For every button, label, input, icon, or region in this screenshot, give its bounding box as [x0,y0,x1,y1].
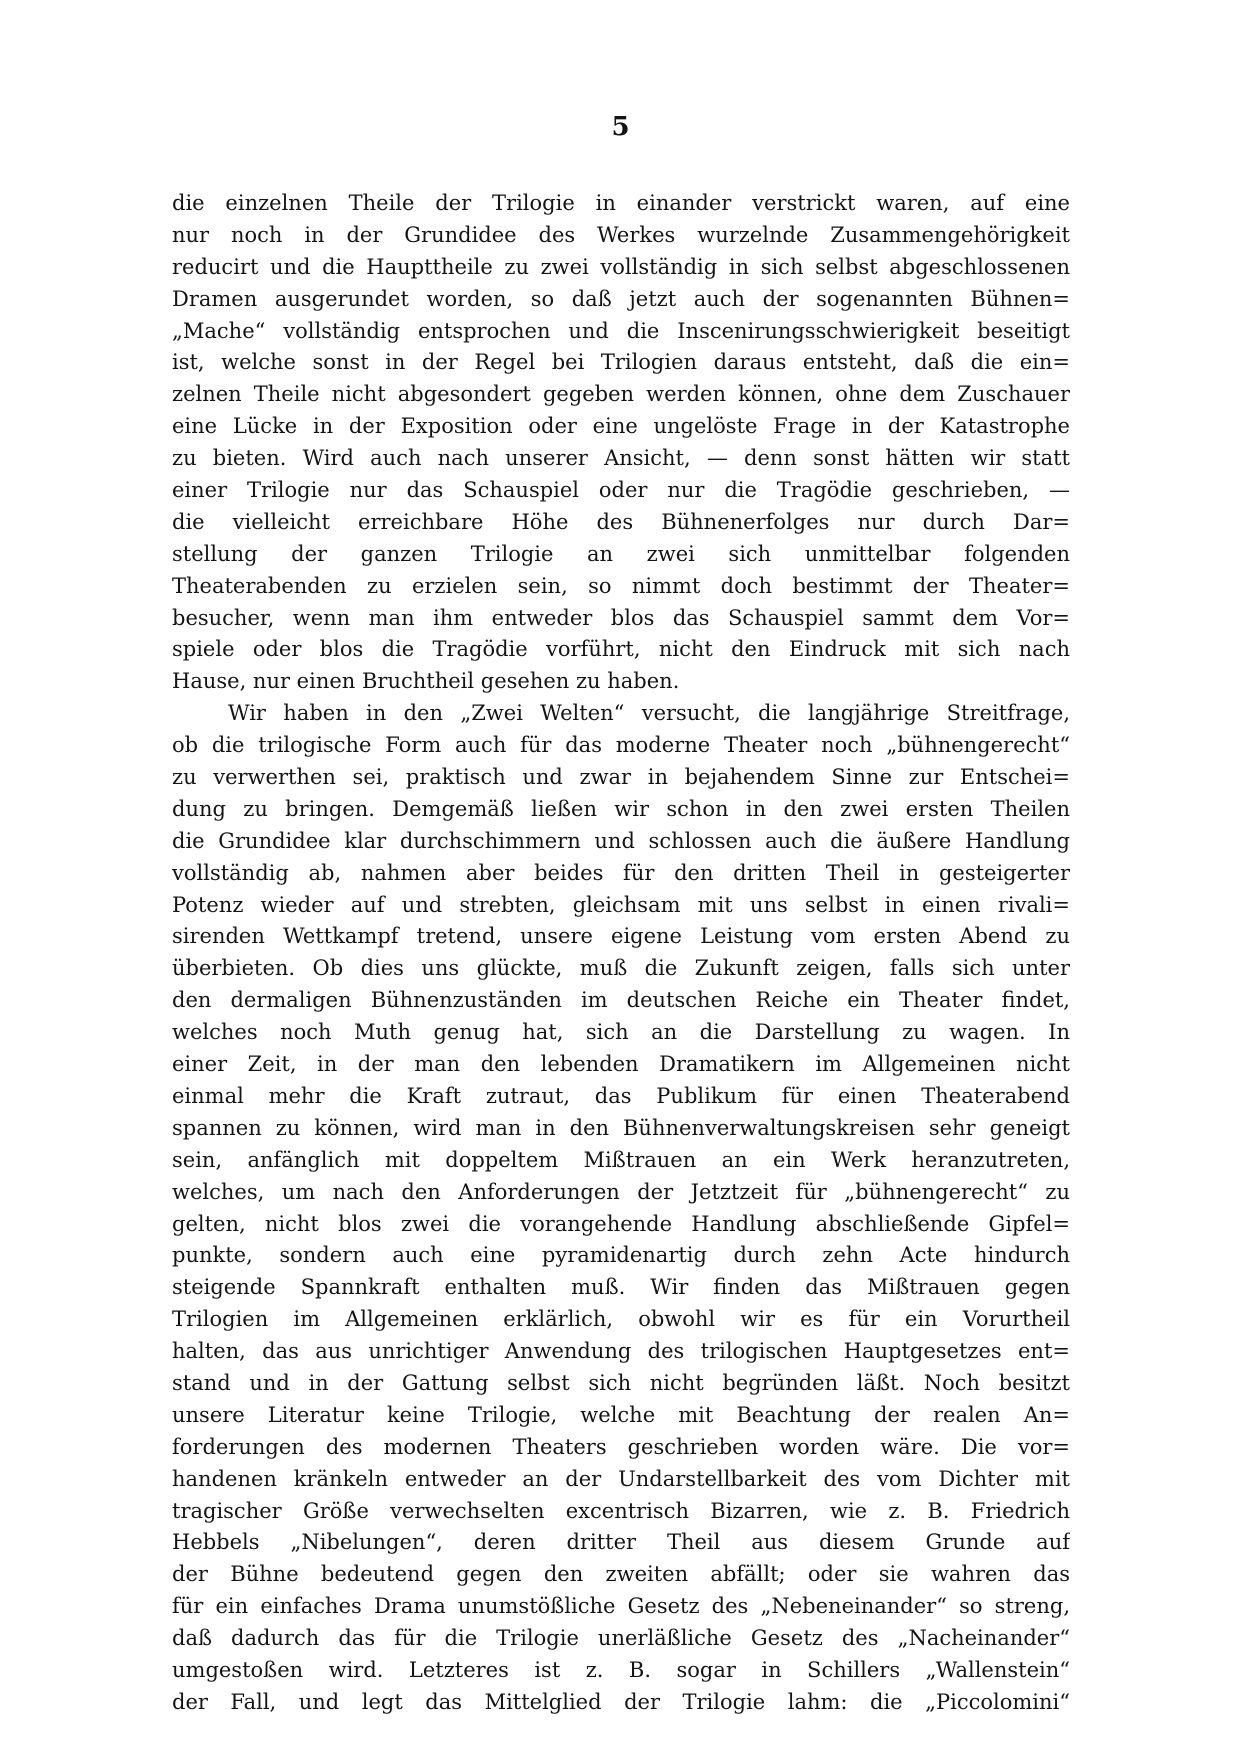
text-line: Dramen ausgerundet worden, so daß jetzt auch der sogenannten Bühnen= [172,286,1070,311]
text-line: der Fall, und legt das Mittelglied der Trilogie lahm: die „Piccolomini“ [172,1689,1070,1714]
text-line: ist, welche sonst in der Regel bei Trilogien daraus entsteht, daß die ein= [172,350,1070,375]
text-line: Trilogien im Allgemeinen erklärlich, obwohl wir es für ein Vorurtheil [172,1307,1070,1332]
text-line: ob die trilogische Form auch für das moderne Theater noch „bühnengerecht“ [172,733,1070,758]
text-line: spiele oder blos die Tragödie vorführt, nicht den Eindruck mit sich nach [172,637,1070,662]
page-number: 5 [611,112,630,142]
text-line: „Mache“ vollständig entsprochen und die Inscenirungsschwierigkeit beseitigt [172,318,1070,343]
text-line: überbieten. Ob dies uns glückte, muß die Zukunft zeigen, falls sich unter [172,956,1070,981]
text-line: für ein einfaches Drama unumstößliche Gesetz des „Nebeneinander“ so streng, [172,1594,1070,1619]
text-line: dung zu bringen. Demgemäß ließen wir schon in den zwei ersten Theilen [172,796,1070,821]
text-line: zelnen Theile nicht abgesondert gegeben werden können, ohne dem Zuschauer [172,382,1070,407]
text-line: steigende Spannkraft enthalten muß. Wir finden das Mißtrauen gegen [172,1275,1070,1300]
text-line: umgestoßen wird. Letzteres ist z. B. sogar in Schillers „Wallenstein“ [172,1657,1070,1682]
text-line: besucher, wenn man ihm entweder blos das Schauspiel sammt dem Vor= [172,605,1070,630]
body-text [172,188,1070,1719]
paragraph-start-line: Wir haben in den „Zwei Welten“ versucht, die langjährige Streitfrage, [228,701,1070,726]
text-line: Potenz wieder auf und strebten, gleichsam mit uns selbst in einen rivali= [172,892,1070,917]
text-line: einer Trilogie nur das Schauspiel oder nur die Tragödie geschrieben, — [172,478,1070,503]
text-line: daß dadurch das für die Trilogie unerläßliche Gesetz des „Nacheinander“ [172,1626,1070,1651]
text-line: zu verwerthen sei, praktisch und zwar in bejahendem Sinne zur Entschei= [172,765,1070,790]
text-line: welches noch Muth genug hat, sich an die Darstellung zu wagen. In [172,1020,1070,1045]
text-line: den dermaligen Bühnenzuständen im deutschen Reiche ein Theater findet, [172,988,1070,1013]
text-line: sirenden Wettkampf tretend, unsere eigene Leistung vom ersten Abend zu [172,924,1070,949]
text-line: unsere Literatur keine Trilogie, welche mit Beachtung der realen An= [172,1402,1070,1427]
text-line: welches, um nach den Anforderungen der Jetztzeit für „bühnengerecht“ zu [172,1179,1070,1204]
text-line: einer Zeit, in der man den lebenden Dramatikern im Allgemeinen nicht [172,1052,1070,1077]
text-line: die vielleicht erreichbare Höhe des Bühnenerfolges nur durch Dar= [172,509,1070,534]
text-line: die Grundidee klar durchschimmern und schlossen auch die äußere Handlung [172,828,1070,853]
text-line: zu bieten. Wird auch nach unserer Ansicht, — denn sonst hätten wir statt [172,446,1070,471]
text-line: Theaterabenden zu erzielen sein, so nimmt doch bestimmt der Theater= [172,573,1070,598]
text-line: handenen kränkeln entweder an der Undarstellbarkeit des vom Dichter mit [172,1466,1070,1491]
text-line: einmal mehr die Kraft zutraut, das Publikum für einen Theaterabend [172,1083,1070,1108]
text-line: spannen zu können, wird man in den Bühnenverwaltungskreisen sehr geneigt [172,1115,1070,1140]
text-line: stellung der ganzen Trilogie an zwei sich unmittelbar folgenden [172,541,1070,566]
text-line: vollständig ab, nahmen aber beides für den dritten Theil in gesteigerter [172,860,1070,885]
text-line: tragischer Größe verwechselten excentrisch Bizarren, wie z. B. Friedrich [172,1498,1070,1523]
text-line: eine Lücke in der Exposition oder eine ungelöste Frage in der Katastrophe [172,414,1070,439]
text-line: forderungen des modernen Theaters geschrieben worden wäre. Die vor= [172,1434,1070,1459]
text-line: punkte, sondern auch eine pyramidenartig durch zehn Acte hindurch [172,1243,1070,1268]
text-line: reducirt und die Haupttheile zu zwei vollständig in sich selbst abgeschlossenen [172,254,1070,279]
text-line: nur noch in der Grundidee des Werkes wurzelnde Zusammengehörigkeit [172,222,1070,247]
text-line: sein, anfänglich mit doppeltem Mißtrauen an ein Werk heranzutreten, [172,1147,1070,1172]
text-line: stand und in der Gattung selbst sich nicht begründen läßt. Noch besitzt [172,1370,1070,1395]
paragraph-end-line: Hause, nur einen Bruchtheil gesehen zu haben. [172,669,680,694]
text-line: gelten, nicht blos zwei die vorangehende Handlung abschließende Gipfel= [172,1211,1070,1236]
text-line: die einzelnen Theile der Trilogie in einander verstrickt waren, auf eine [172,191,1070,215]
text-line: der Bühne bedeutend gegen den zweiten abfällt; oder sie wahren das [172,1562,1070,1587]
text-line: halten, das aus unrichtiger Anwendung des trilogischen Hauptgesetzes ent= [172,1339,1070,1364]
text-line: Hebbels „Nibelungen“, deren dritter Theil aus diesem Grunde auf [172,1530,1070,1555]
